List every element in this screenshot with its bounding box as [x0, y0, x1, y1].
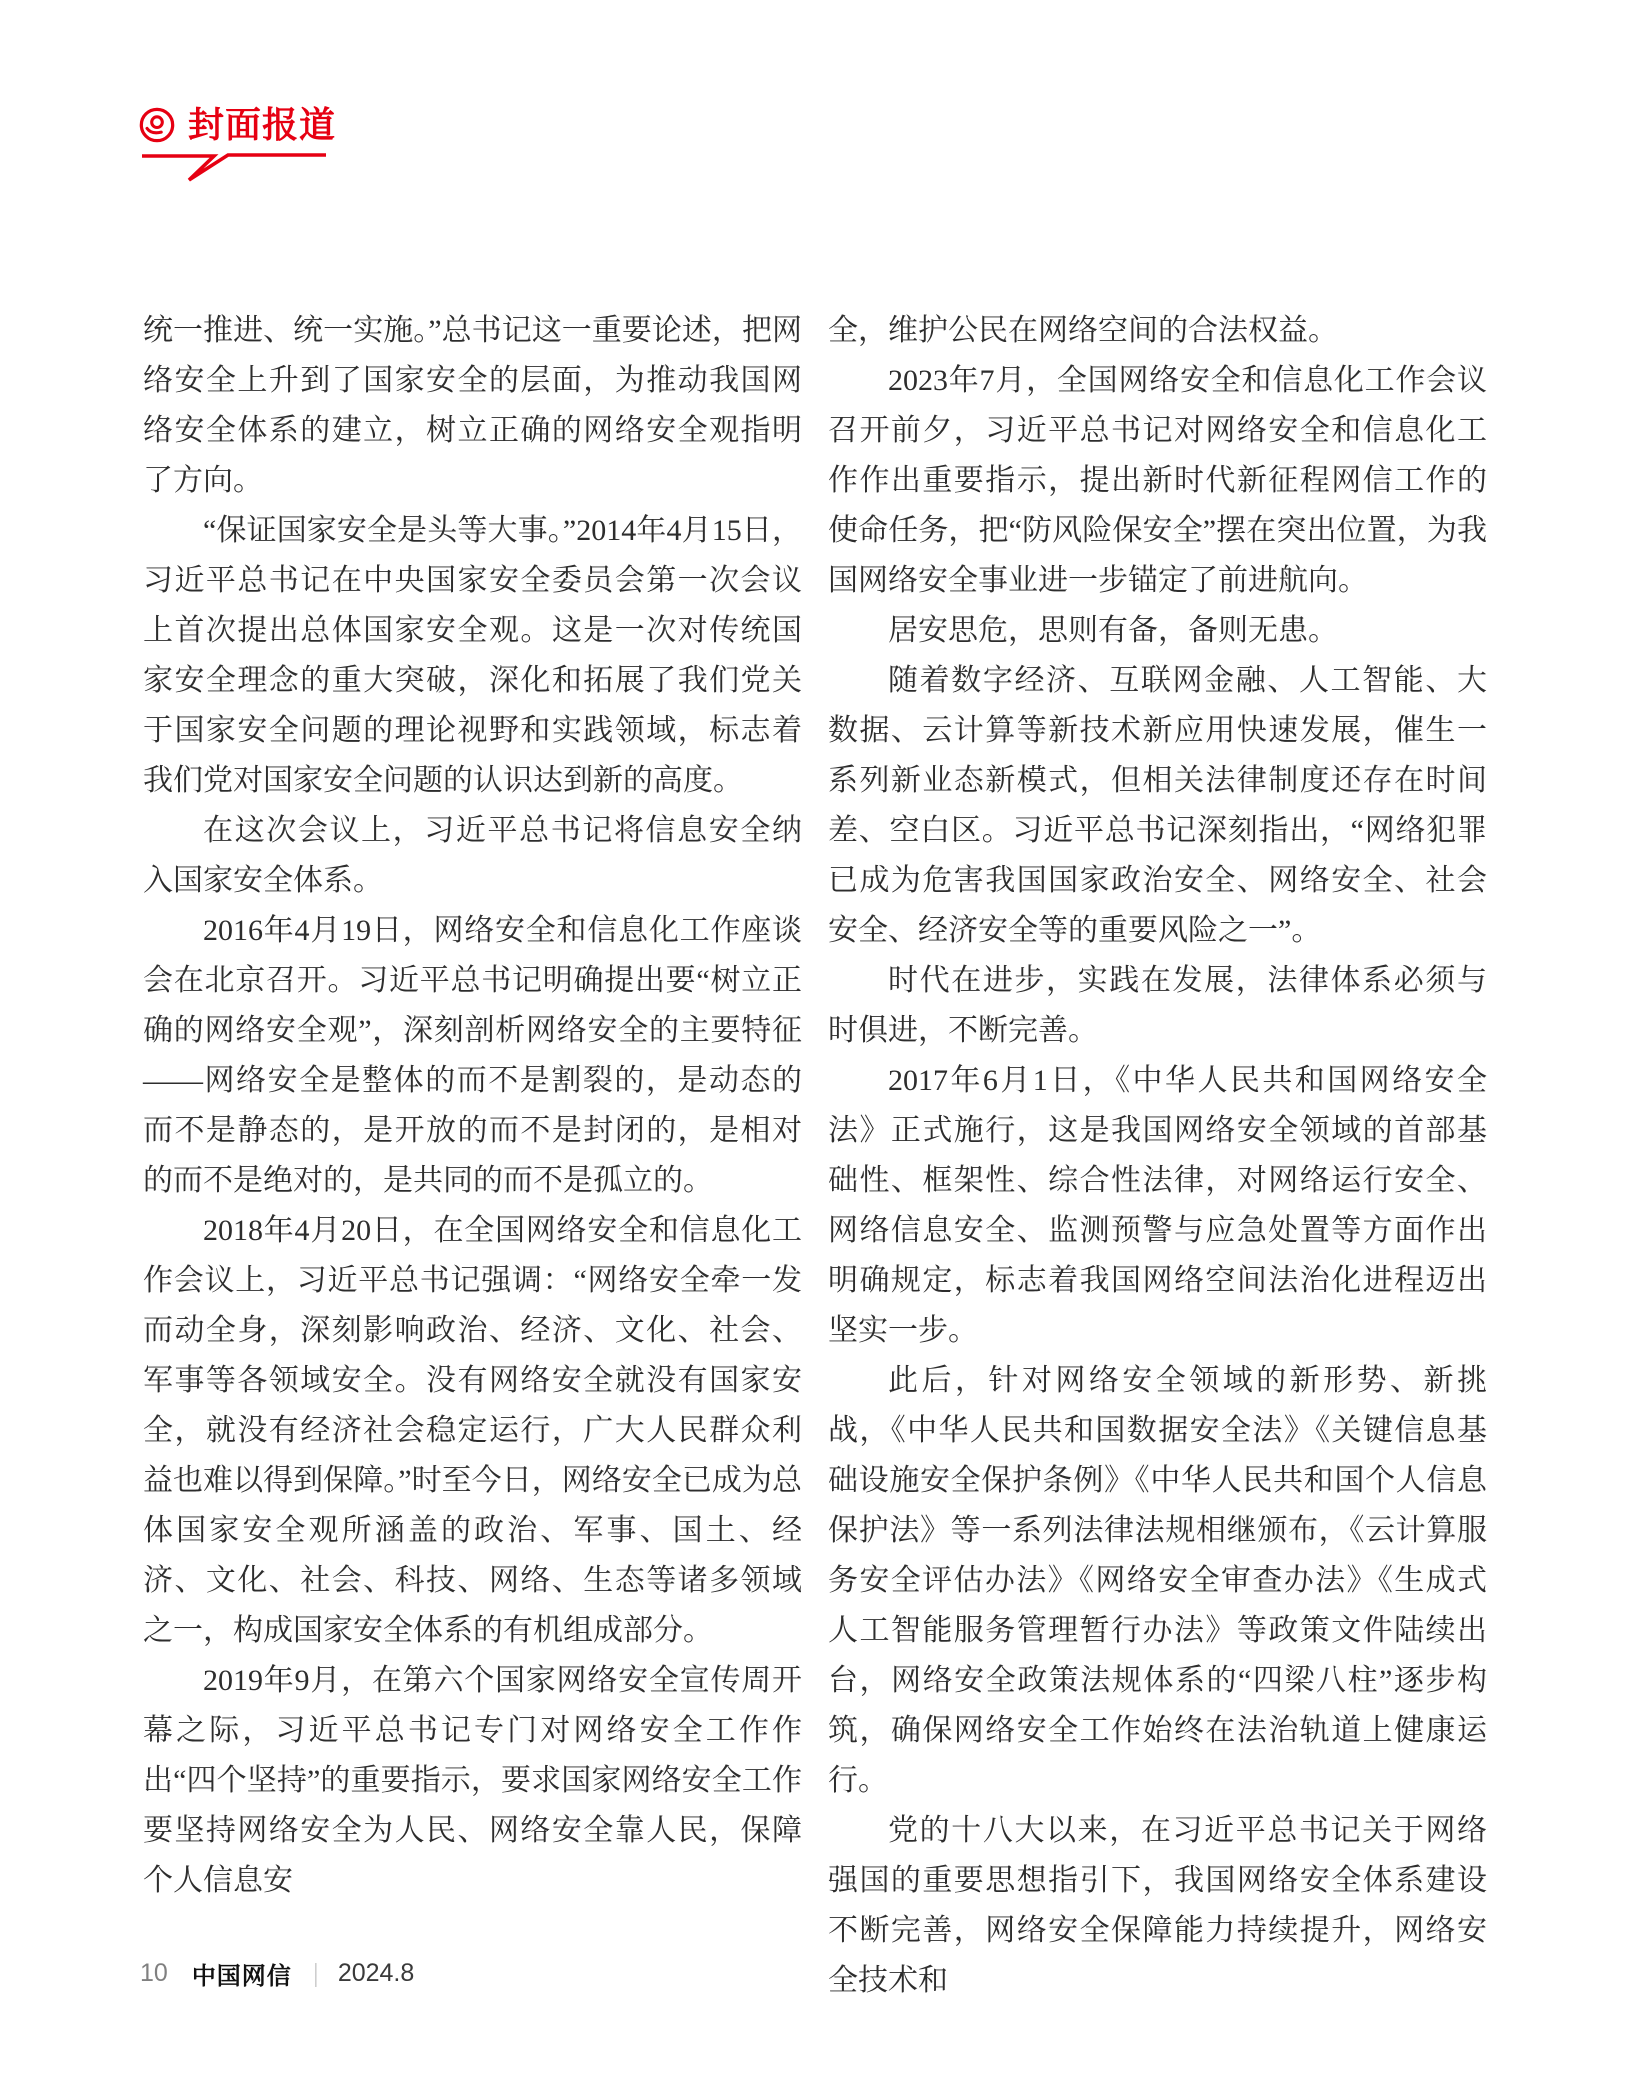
paragraph: 此后，针对网络安全领域的新形势、新挑战，《中华人民共和国数据安全法》《关键信息基础设施安全保护条例》《中华人民共和国个人信息保护法》等一系列法律法规相继颁布，《云计算服务安全评估办法》《网络安全审查办法》《生成式人工智能服务管理暂行办法》等政策文件陆续出台，网络安全政策法规体系的“四梁八柱”逐步构筑，确保网络安全工作始终在法治轨道上健康运行。: [828, 1364, 1487, 1797]
paragraph: 居安思危，思则有备，备则无患。: [888, 614, 1338, 647]
paragraph: 时代在进步，实践在发展，法律体系必须与时俱进，不断完善。: [828, 964, 1487, 1047]
paragraph: 随着数字经济、互联网金融、人工智能、大数据、云计算等新技术新应用快速发展，催生一系列新业态新模式，但相关法律制度还存在时间差、空白区。习近平总书记深刻指出，“网络犯罪已成为危害我国国家政治安全、网络安全、社会安全、经济安全等的重要风险之一”。: [828, 664, 1487, 947]
article-column-left: [143, 306, 802, 1906]
page-number: 10: [140, 1959, 168, 1987]
paragraph: “保证国家安全是头等大事。”2014年4月15日，习近平总书记在中央国家安全委员会第一次会议上首次提出总体国家安全观。这是一次对传统国家安全理念的重大突破，深化和拓展了我们党关于国家安全问题的理论视野和实践领域，标志着我们党对国家安全问题的认识达到新的高度。: [143, 514, 802, 797]
section-header: [138, 106, 336, 144]
page-footer: [140, 1956, 414, 1991]
footer-divider: ｜: [303, 1963, 328, 1990]
magazine-name: 中国网信: [191, 1963, 292, 1990]
swirl-eye-circle-icon: [138, 106, 176, 144]
paragraph: 统一推进、统一实施。”总书记这一重要论述，把网络安全上升到了国家安全的层面，为推动我国网络安全体系的建立，树立正确的网络安全观指明了方向。: [143, 314, 802, 497]
paragraph: 2018年4月20日，在全国网络安全和信息化工作会议上，习近平总书记强调：“网络安全牵一发而动全身，深刻影响政治、经济、文化、社会、军事等各领域安全。没有网络安全就没有国家安全，就没有经济社会稳定运行，广大人民群众利益也难以得到保障。”时至今日，网络安全已成为总体国家安全观所涵盖的政治、军事、国土、经济、文化、社会、科技、网络、生态等诸多领域之一，构成国家安全体系的有机组成部分。: [143, 1214, 802, 1647]
paragraph: 全，维护公民在网络空间的合法权益。: [828, 314, 1338, 347]
issue-number: 2024.8: [337, 1959, 415, 1987]
paragraph: 2017年6月1日，《中华人民共和国网络安全法》正式施行，这是我国网络安全领域的首部基础性、框架性、综合性法律，对网络运行安全、网络信息安全、监测预警与应急处置等方面作出明确规定，标志着我国网络空间法治化进程迈出坚实一步。: [828, 1064, 1487, 1347]
paragraph: 2016年4月19日，网络安全和信息化工作座谈会在北京召开。习近平总书记明确提出要“树立正确的网络安全观”，深刻剖析网络安全的主要特征——网络安全是整体的而不是割裂的，是动态的而不是静态的，是开放的而不是封闭的，是相对的而不是绝对的，是共同的而不是孤立的。: [143, 914, 802, 1197]
paragraph: 2023年7月，全国网络安全和信息化工作会议召开前夕，习近平总书记对网络安全和信息化工作作出重要指示，提出新时代新征程网信工作的使命任务，把“防风险保安全”摆在突出位置，为我国网络安全事业进一步锚定了前进航向。: [828, 364, 1487, 597]
paragraph: 在这次会议上，习近平总书记将信息安全纳入国家安全体系。: [143, 814, 802, 897]
article-column-right: [828, 306, 1487, 2006]
paragraph: 党的十八大以来，在习近平总书记关于网络强国的重要思想指引下，我国网络安全体系建设不断完善，网络安全保障能力持续提升，网络安全技术和: [828, 1814, 1487, 1997]
section-title: 封面报道: [188, 104, 337, 145]
paragraph: 2019年9月，在第六个国家网络安全宣传周开幕之际，习近平总书记专门对网络安全工作作出“四个坚持”的重要指示，要求国家网络安全工作要坚持网络安全为人民、网络安全靠人民，保障个人信息安: [143, 1664, 802, 1897]
speech-bubble-tail-rule: [142, 152, 326, 184]
